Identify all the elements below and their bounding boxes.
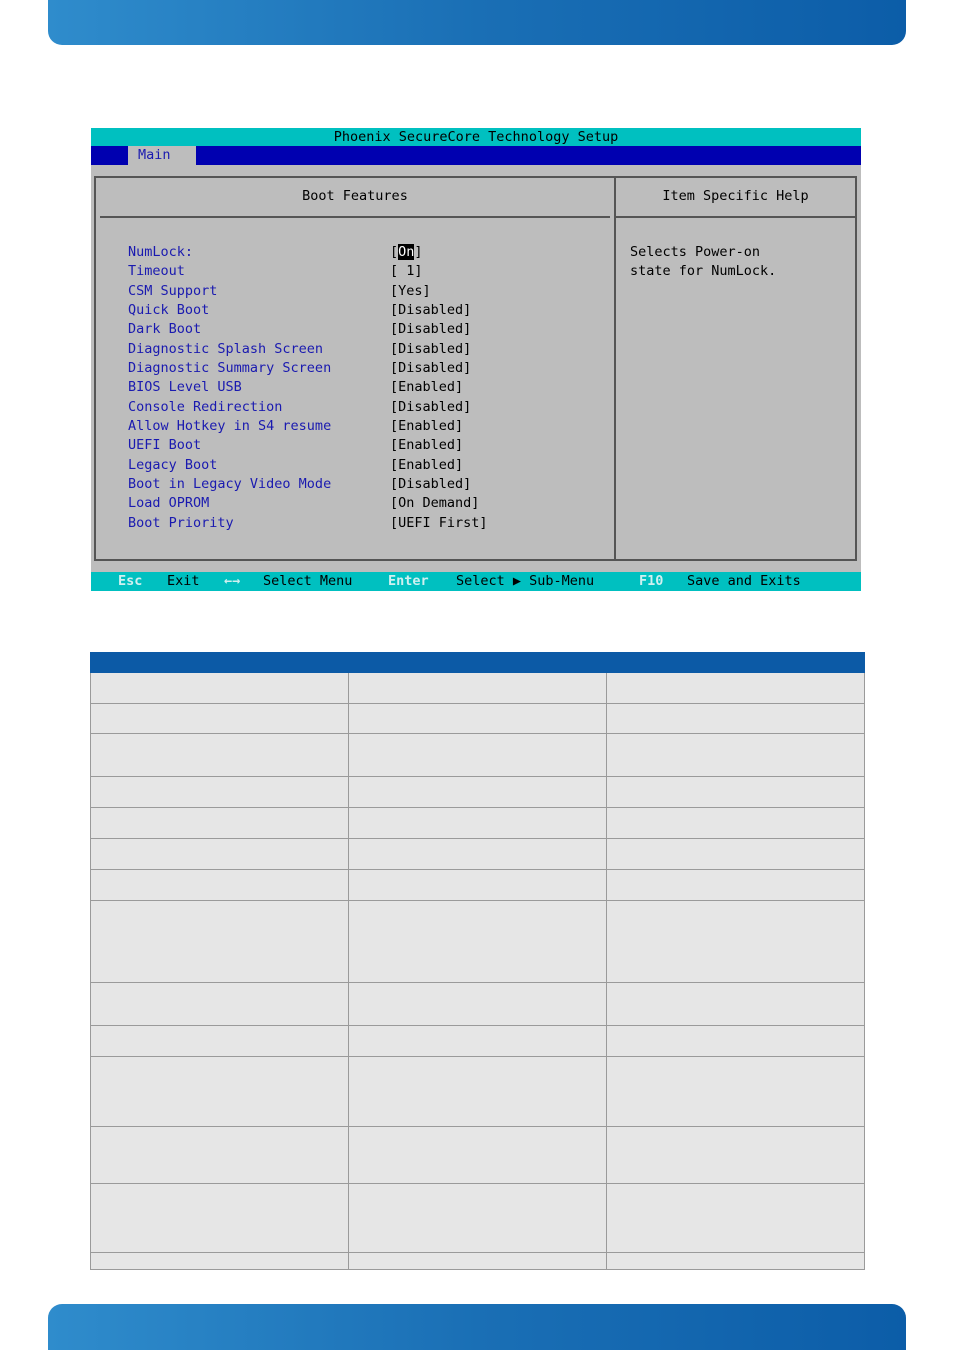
option-value[interactable]: [Yes] [390,283,431,299]
table-cell [607,1127,865,1184]
table-cell [607,777,865,808]
option-label[interactable]: Boot in Legacy Video Mode [128,476,332,492]
table-cell [607,1026,865,1057]
option-label[interactable]: Timeout [128,263,185,279]
panel-title: Boot Features [100,178,610,218]
table-cell [91,870,349,901]
table-cell [349,901,607,983]
option-label[interactable]: BIOS Level USB [128,379,242,395]
table-cell [91,901,349,983]
table-row [91,983,865,1026]
table-cell [349,1253,607,1270]
arrows-label: Select Menu [263,573,353,589]
table-cell [91,983,349,1026]
tab-main[interactable]: Main [128,146,196,165]
table-cell [349,777,607,808]
table-header-cell [91,653,349,673]
table-row [91,704,865,734]
f10-label: Save and Exits [687,573,801,589]
table-cell [607,901,865,983]
option-label[interactable]: Diagnostic Summary Screen [128,360,332,376]
option-value[interactable]: [On Demand] [390,495,480,511]
table-cell [607,839,865,870]
option-label[interactable]: Allow Hotkey in S4 resume [128,418,332,434]
enter-label: Select ▶ Sub-Menu [456,573,595,589]
option-label[interactable]: Console Redirection [128,399,283,415]
table-cell [349,1127,607,1184]
table-cell [91,839,349,870]
option-value[interactable]: [Disabled] [390,302,472,318]
option-label[interactable]: Diagnostic Splash Screen [128,341,324,357]
option-value[interactable]: [Enabled] [390,437,464,453]
option-label[interactable]: Legacy Boot [128,457,218,473]
table-cell [349,870,607,901]
table-cell [349,673,607,704]
table-cell [349,808,607,839]
table-cell [91,808,349,839]
table-cell [91,734,349,777]
table-cell [607,673,865,704]
table-row [91,901,865,983]
table-cell [91,1127,349,1184]
table-row [91,1184,865,1253]
help-text: Selects Power-on state for NumLock. [630,244,777,280]
menu-bar [91,146,861,165]
table-cell [349,734,607,777]
option-value[interactable]: [Enabled] [390,418,464,434]
table-row [91,777,865,808]
table-row [91,808,865,839]
table-cell [349,983,607,1026]
option-value[interactable]: [Enabled] [390,379,464,395]
table-row [91,734,865,777]
option-label[interactable]: UEFI Boot [128,437,202,453]
f10-key[interactable]: F10 [639,573,664,589]
status-bar [91,572,861,591]
selected-value[interactable]: On [398,244,415,260]
option-value[interactable]: [ 1] [390,263,423,279]
table-cell [607,983,865,1026]
table-cell [349,704,607,734]
table-row [91,1057,865,1127]
help-panel [614,176,857,561]
footer-band [48,1304,906,1350]
table-cell [607,1253,865,1270]
help-title: Item Specific Help [616,178,855,218]
table-cell [607,1057,865,1127]
table-row [91,870,865,901]
option-numlock-value[interactable]: [On] [390,244,423,260]
header-band [48,0,906,45]
table-cell [607,870,865,901]
table-cell [91,673,349,704]
table-row [91,1026,865,1057]
table-row [91,673,865,704]
option-value[interactable]: [Disabled] [390,360,472,376]
option-value[interactable]: [Disabled] [390,399,472,415]
arrows-key[interactable]: ←→ [224,573,241,589]
enter-key[interactable]: Enter [388,573,429,589]
table-cell [91,1184,349,1253]
table-cell [91,1026,349,1057]
option-label[interactable]: Dark Boot [128,321,202,337]
table-cell [607,808,865,839]
table-cell [607,704,865,734]
option-value[interactable]: [Enabled] [390,457,464,473]
bios-title: Phoenix SecureCore Technology Setup [91,128,861,146]
option-value[interactable]: [Disabled] [390,321,472,337]
table-header-cell [607,653,865,673]
table-cell [91,1057,349,1127]
option-label[interactable]: Quick Boot [128,302,210,318]
option-label[interactable]: Boot Priority [128,515,234,531]
table-row [91,1127,865,1184]
settings-table [90,652,865,1270]
option-numlock-label[interactable]: NumLock: [128,244,194,260]
option-label[interactable]: CSM Support [128,283,218,299]
option-value[interactable]: [Disabled] [390,476,472,492]
table-cell [607,1184,865,1253]
table-cell [91,704,349,734]
table-cell [349,1026,607,1057]
table-cell [349,839,607,870]
table-cell [349,1057,607,1127]
table-cell [349,1184,607,1253]
esc-key[interactable]: Esc [118,573,143,589]
table-cell [91,777,349,808]
table-row [91,1253,865,1270]
option-label[interactable]: Load OPROM [128,495,210,511]
table-row [91,839,865,870]
table-header-row [91,653,865,673]
table-header-cell [349,653,607,673]
option-value[interactable]: [Disabled] [390,341,472,357]
table-cell [607,734,865,777]
option-value[interactable]: [UEFI First] [390,515,488,531]
esc-label: Exit [167,573,200,589]
table-cell [91,1253,349,1270]
